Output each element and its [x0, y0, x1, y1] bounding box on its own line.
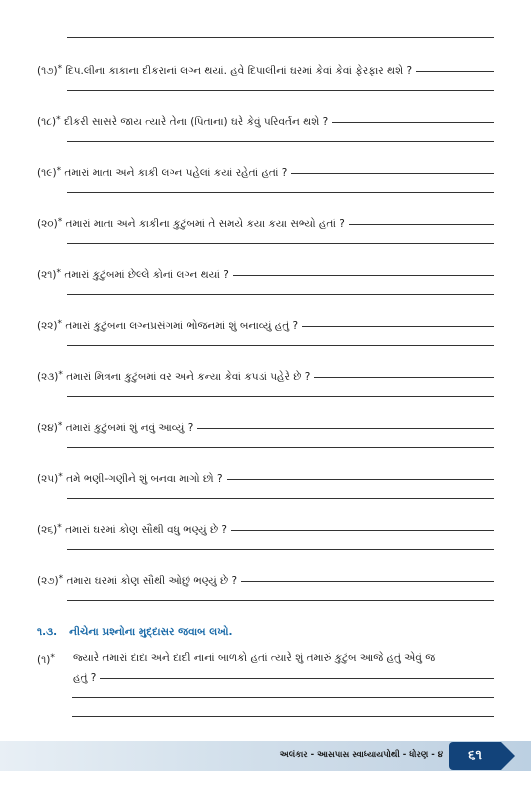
question-text: તમારાં ઘરમાં કોણ સૌથી વધુ ભણ્યું છે ?: [65, 524, 227, 536]
question-number: (૧): [37, 654, 51, 666]
question-number: (૧૯): [37, 167, 57, 179]
answer-line[interactable]: [67, 141, 494, 142]
answer-line[interactable]: [67, 549, 494, 550]
answer-line[interactable]: [67, 396, 494, 397]
footer-band: [0, 741, 531, 771]
section-title: નીચેના પ્રશ્નોના મુદ્દાસર જવાબ લખો.: [69, 626, 233, 638]
footer-text: અલંકાર - આસપાસ સ્વાધ્યાયપોથી - ધોરણ - ૪: [279, 750, 443, 760]
question-text: તમારાં મિત્રના કુટુંબમાં વર અને કન્યા કેવાં કપડાં પહેરે છે ?: [66, 371, 311, 383]
question-27: (૨૭)* તમારા ઘરમાં કોણ સૌથી ઓછું ભણ્યું છે ?: [37, 572, 494, 590]
question-1: (૧)* જ્યારે તમારાં દાદા અને દાદી નાનાં બાળકો હતાં ત્યારે શું તમારું કુટુંબ આજે હતું એવું જ હતું ?: [37, 648, 494, 688]
question-17: (૧૭)* દિપ.લીના કાકાના દીકરાનાં લગ્ન થયાં. હવે દિપાલીનાં ઘરમાં કેવાં કેવાં ફેરફાર થશે ?: [37, 62, 494, 80]
question-26: (૨૬)* તમારાં ઘરમાં કોણ સૌથી વધુ ભણ્યું છે ?: [37, 521, 494, 539]
question-number: (૨૧): [37, 269, 57, 281]
answer-line[interactable]: [67, 192, 494, 193]
answer-line[interactable]: [67, 90, 494, 91]
question-number: (૨૨): [37, 320, 58, 332]
question-number: (૨૩): [37, 371, 59, 383]
answer-line[interactable]: [67, 243, 494, 244]
question-number: (૨૭): [37, 575, 59, 587]
question-18: (૧૮)* દીકરી સાસરે જાય ત્યારે તેના (પિતાના) ઘરે કેવું પરિવર્તન થશે ?: [37, 113, 494, 131]
question-number: (૨૪): [37, 422, 58, 434]
question-23: (૨૩)* તમારાં મિત્રના કુટુંબમાં વર અને કન્યા કેવાં કપડાં પહેરે છે ?: [37, 368, 494, 386]
answer-line[interactable]: [72, 697, 494, 698]
page-number: ૬૧: [449, 742, 501, 770]
question-number: (૨૬): [37, 524, 58, 536]
question-text-line-1: જ્યારે તમારાં દાદા અને દાદી નાનાં બાળકો હતાં ત્યારે શું તમારું કુટુંબ આજે હતું એવું જ: [73, 652, 436, 664]
question-number: (૨૫): [37, 473, 59, 485]
question-number: (૧૮): [37, 116, 57, 128]
question-24: (૨૪)* તમારાં કુટુંબમાં શું નવું આવ્યું ?: [37, 419, 494, 437]
question-text: તમારાં માતા અને કાકી લગ્ન પહેલાં કયાં રહેતાં હતાં ?: [64, 167, 288, 179]
section-number: ૧.૩.: [37, 626, 58, 638]
answer-line[interactable]: [67, 345, 494, 346]
question-number: (૨૦): [37, 218, 58, 230]
question-19: (૧૯)* તમારાં માતા અને કાકી લગ્ન પહેલાં કયાં રહેતાં હતાં ?: [37, 164, 494, 182]
question-text: તમે ભણી-ગણીને શું બનવા માગો છો ?: [66, 473, 223, 485]
question-text: દિપ.લીના કાકાના દીકરાનાં લગ્ન થયાં. હવે દિપાલીનાં ઘરમાં કેવાં કેવાં ફેરફાર થશે ?: [65, 65, 413, 77]
question-text-line-2: હતું ?: [73, 672, 97, 684]
question-number: (૧૭): [37, 65, 58, 77]
question-25: (૨૫)* તમે ભણી-ગણીને શું બનવા માગો છો ?: [37, 470, 494, 488]
question-text: તમારાં કુટુંબમાં છેલ્લે કોનાં લગ્ન થયાં ?: [64, 269, 229, 281]
question-text: તમારાં કુટુંબમાં શું નવું આવ્યું ?: [65, 422, 194, 434]
question-text: તમારાં કુટુંબના લગ્નપ્રસંગમાં ભોજનમાં શું બનાવ્યું હતું ?: [65, 320, 299, 332]
answer-line[interactable]: [67, 447, 494, 448]
bottom-margin: [0, 771, 531, 795]
answer-line-top: [67, 37, 494, 38]
question-20: (૨૦)* તમારાં માતા અને કાકીના કુટુંબમાં તે સમયે કયા કયા સભ્યો હતાં ?: [37, 215, 494, 233]
question-21: (૨૧)* તમારાં કુટુંબમાં છેલ્લે કોનાં લગ્ન થયાં ?: [37, 266, 494, 284]
section-heading: [37, 626, 232, 639]
answer-line[interactable]: [67, 498, 494, 499]
answer-line[interactable]: [72, 716, 494, 717]
question-text: દીકરી સાસરે જાય ત્યારે તેના (પિતાના) ઘરે કેવું પરિવર્તન થશે ?: [63, 116, 329, 128]
answer-line[interactable]: [67, 600, 494, 601]
answer-line[interactable]: [100, 678, 494, 679]
answer-line[interactable]: [67, 294, 494, 295]
question-22: (૨૨)* તમારાં કુટુંબના લગ્નપ્રસંગમાં ભોજનમાં શું બનાવ્યું હતું ?: [37, 317, 494, 335]
question-text: તમારાં માતા અને કાકીના કુટુંબમાં તે સમયે કયા કયા સભ્યો હતાં ?: [65, 218, 345, 230]
question-text: તમારા ઘરમાં કોણ સૌથી ઓછું ભણ્યું છે ?: [66, 575, 238, 587]
